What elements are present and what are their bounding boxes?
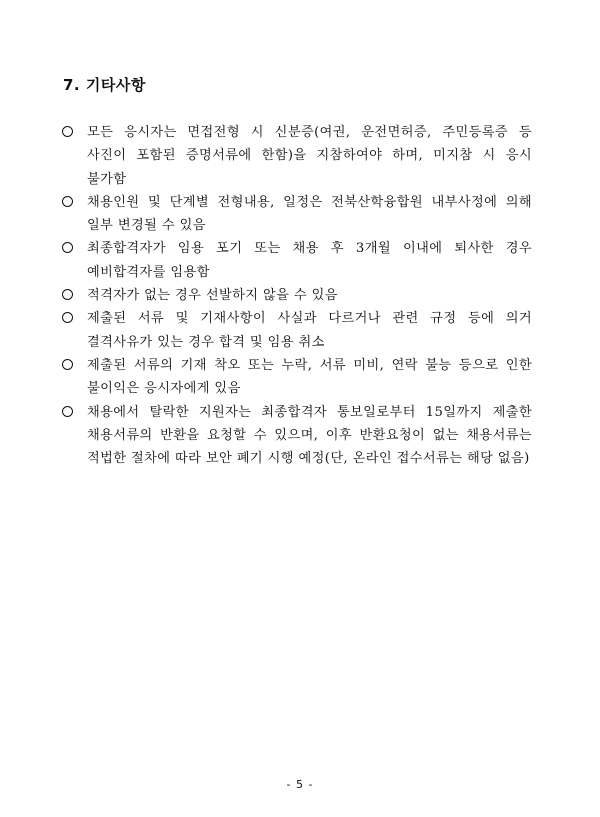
page-number: - 5 - bbox=[286, 778, 314, 791]
notice-text: 제출된 서류 및 기재사항이 사실과 다르거나 관련 규정 등에 의거 결격사유가 있는 경우 합격 및 임용 취소 bbox=[87, 311, 532, 350]
circle-bullet-icon bbox=[62, 196, 73, 207]
circle-bullet-icon bbox=[62, 406, 73, 417]
notice-text: 채용인원 및 단계별 전형내용, 일정은 전북산학융합원 내부사정에 의해 일부 변경될 수 있음 bbox=[87, 194, 532, 234]
notice-text: 채용에서 탈락한 지원자는 최종합격자 통보일로부터 15일까지 제출한 채용서류의 반환을 요청할 수 있으며, 이후 반환요청이 없는 채용서류는 적법한 절차에 따라 보안 폐기 시행 예정(단, 온라인 접수서류는 해당 없음) bbox=[87, 404, 532, 467]
circle-bullet-icon bbox=[62, 289, 73, 300]
circle-bullet-icon bbox=[62, 126, 73, 137]
circle-bullet-icon bbox=[62, 312, 73, 323]
notice-item bbox=[62, 284, 532, 307]
section-title: 7. 기타사항 bbox=[63, 76, 146, 94]
notice-item bbox=[62, 237, 532, 284]
notice-item bbox=[62, 307, 532, 354]
notice-item bbox=[62, 121, 532, 191]
circle-bullet-icon bbox=[62, 242, 73, 253]
notice-item bbox=[62, 401, 532, 471]
notice-item bbox=[62, 191, 532, 238]
notice-text: 적격자가 없는 경우 선발하지 않을 수 있음 bbox=[87, 288, 338, 304]
notice-text: 최종합격자가 임용 포기 또는 채용 후 3개월 이내에 퇴사한 경우 예비합격자를 임용함 bbox=[87, 241, 532, 280]
notice-text: 제출된 서류의 기재 착오 또는 누락, 서류 미비, 연락 불능 등으로 인한 불이익은 응시자에게 있음 bbox=[87, 357, 532, 397]
notice-item bbox=[62, 354, 532, 401]
circle-bullet-icon bbox=[62, 359, 73, 370]
notice-list bbox=[62, 121, 532, 470]
notice-text: 모든 응시자는 면접전형 시 신분증(여권, 운전면허증, 주민등록증 등 사진이 포함된 증명서류에 한함)을 지참하여야 하며, 미지참 시 응시 불가함 bbox=[87, 125, 532, 187]
